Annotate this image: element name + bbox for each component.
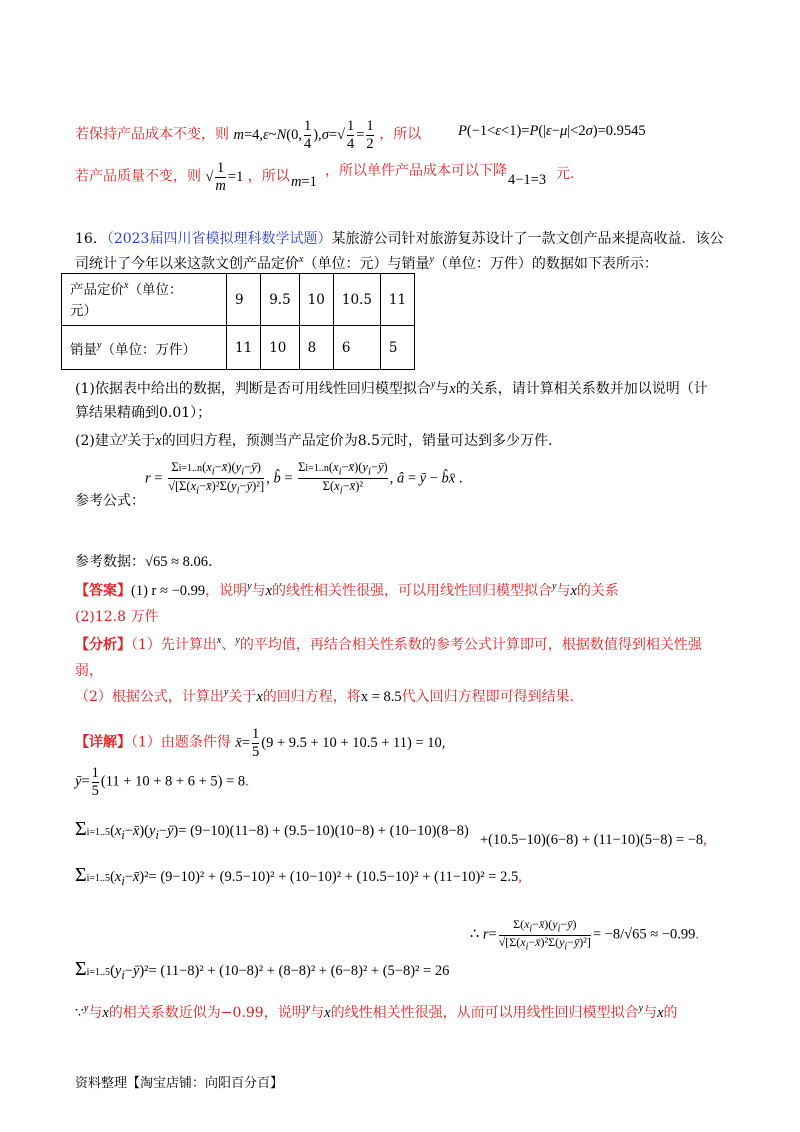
detail-sxy-cont: +(10.5−10)(6−8) + (11−10)(5−8) = −8, (480, 832, 707, 848)
intro-m-equals: m=1 (291, 174, 317, 190)
table-cell: 10 (261, 326, 299, 370)
question-1-cont: 算结果精确到0.01）； (75, 405, 212, 421)
intro-math-1: m=4,ε~N(0, $\frac{1}{4}$ ),σ=√ $\frac{1}{4}$ = $\frac{1}{2}$ (233, 118, 374, 152)
detail-sxy: $\Sigma i=1..5(x_i-x̄)(y_i-ȳ)= (9-10)(11-8) + (9.5-10)(10-8) + (10-10)(8-8)$ (75, 818, 469, 842)
intro-math-2: √ $\frac{1}{m}$ =1 (205, 160, 244, 194)
detail-tag: 【详解】 (75, 734, 131, 751)
data-table (61, 273, 415, 370)
detail-r-formula: ∴ r= $\frac{\Sigma(x_i-x̄)(y_i-ȳ)}{√[\Sigma(x_i-x̄)^2\Sigma(y_i-ȳ)^2]}$ = −8/√65 ≈ −0.99. (470, 917, 699, 953)
detail-sxx: $\Sigma i=1..5(x_i-x̄)^2= (9-10)^2 + (9.5-10)^2 + (10-10)^2 + (10.5-10)^2 + (11-10)^2 = 2.5$, (75, 864, 522, 888)
answer-line-2: (2)12.8 万件 (75, 609, 159, 625)
intro-text-1b: ，所以 (379, 126, 422, 143)
question-2: (2)建立$^y$关于x的回归方程，预测当产品定价为8.5元时，销量可达到多少万件. (75, 431, 553, 449)
reference-formula: r = $\frac{\Sigma i=1..n(x_i-x̄)(y_i-ȳ)}{√[\Sigma(x_i-x̄)^2\Sigma(y_i-ȳ)^2]}$ , b̂ = $\frac{\Sigma i=1..n(x_i-x̄)(y_i-ȳ)}{\Sigma(x_i-x̄)^2}$ , â = ȳ − b̂x̄ . (145, 460, 463, 497)
intro-line-1 (75, 118, 421, 152)
table-cell: 11 (380, 274, 414, 326)
intro-line-2 (75, 160, 290, 194)
table-row (62, 326, 415, 370)
question-1: (1)依据表中给出的数据，判断是否可用线性回归模型拟合$^y$与x的关系，请计算相关系数并加以说明（计 (75, 379, 708, 397)
analysis-line-1-cont: 弱， (75, 663, 103, 679)
intro-text-1: 若保持产品成本不变，则 (75, 126, 229, 143)
table-cell: 10.5 (333, 274, 380, 326)
var-y: y (429, 254, 434, 265)
detail-ybar: ȳ= $\frac{1}{5}$ (11 + 10 + 8 + 6 + 5) = 8. (75, 765, 249, 799)
intro-text-2: 若产品质量不变，则 (75, 168, 201, 185)
problem-text-2b: （单位：元）与销量 (303, 256, 430, 272)
table-cell: 6 (333, 326, 380, 370)
table-cell: 9 (227, 274, 261, 326)
problem-source: （2023届四川省模拟理科数学试题） (106, 231, 332, 247)
detail-syy: $\Sigma i=1..5(y_i-ȳ)^2= (11-8)^2 + (10-8)^2 + (8-8)^2 + (6-8)^2 + (5-8)^2 = 26$ (75, 958, 450, 982)
table-cell: 5 (380, 326, 414, 370)
answer-tag: 【答案】 (75, 583, 131, 599)
intro-text-2d: 元. (556, 166, 575, 182)
problem-line-1 (75, 228, 723, 248)
table-cell: 8 (299, 326, 333, 370)
problem-text-2c: （单位：万件）的数据如下表所示： (433, 256, 658, 272)
intro-prob: P(−1<ε<1)=P(|ε−μ|<2σ)=0.9545 (458, 123, 646, 139)
problem-text-2: 司统计了今年以来这款文创产品定价 (75, 256, 299, 272)
problem-number: 16． (75, 231, 107, 247)
table-row-label-sales: 销量$^y$（单位：万件） (62, 326, 227, 370)
table-cell: 11 (227, 326, 261, 370)
intro-calc: 4−1=3 (508, 172, 547, 188)
problem-text-1: 某旅游公司针对旅游复苏设计了一款文创产品来提高收益．该公 (331, 231, 724, 247)
problem-line-2 (75, 253, 658, 273)
table-row (62, 274, 415, 326)
reference-formula-label: 参考公式： (75, 493, 145, 509)
table-cell: 9.5 (261, 274, 299, 326)
answer-line-1: 【答案】(1) r ≈ −0.99，说明$^y$与x的线性相关性很强，可以用线性回归模型拟合$^y$与x的关系 (75, 581, 619, 599)
detail-line-1: 【详解】（1）由题条件得 x̄= $\frac{1}{5}$ (9 + 9.5 + 10 + 10.5 + 11) = 10, (75, 726, 446, 760)
analysis-line-2: （2）根据公式，计算出$^y$关于x的回归方程，将x = 8.5代入回归方程即可得到结果. (75, 687, 575, 705)
detail-conclusion: ∵$^y$与x的相关系数近似为−0.99，说明$^y$与x的线性相关性很强，从而可以用线性回归模型拟合$^y$与x的 (75, 1003, 678, 1021)
var-x: x (299, 254, 304, 265)
intro-text-2c: ，所以单件产品成本可以下降 (325, 163, 507, 179)
footer-text: 资料整理【淘宝店铺：向阳百分百】 (75, 1076, 284, 1091)
analysis-line-1: 【分析】（1）先计算出$^x$、$^y$的平均值，再结合相关性系数的参考公式计算即可，根据数值得到相关性强 (75, 635, 702, 653)
table-row-label-price: 产品定价$^x$（单位： 元） (62, 274, 227, 326)
reference-data: 参考数据：√65 ≈ 8.06． (75, 554, 223, 570)
analysis-tag: 【分析】 (75, 637, 131, 653)
table-cell: 10 (299, 274, 333, 326)
intro-text-2b: ，所以 (247, 168, 290, 185)
